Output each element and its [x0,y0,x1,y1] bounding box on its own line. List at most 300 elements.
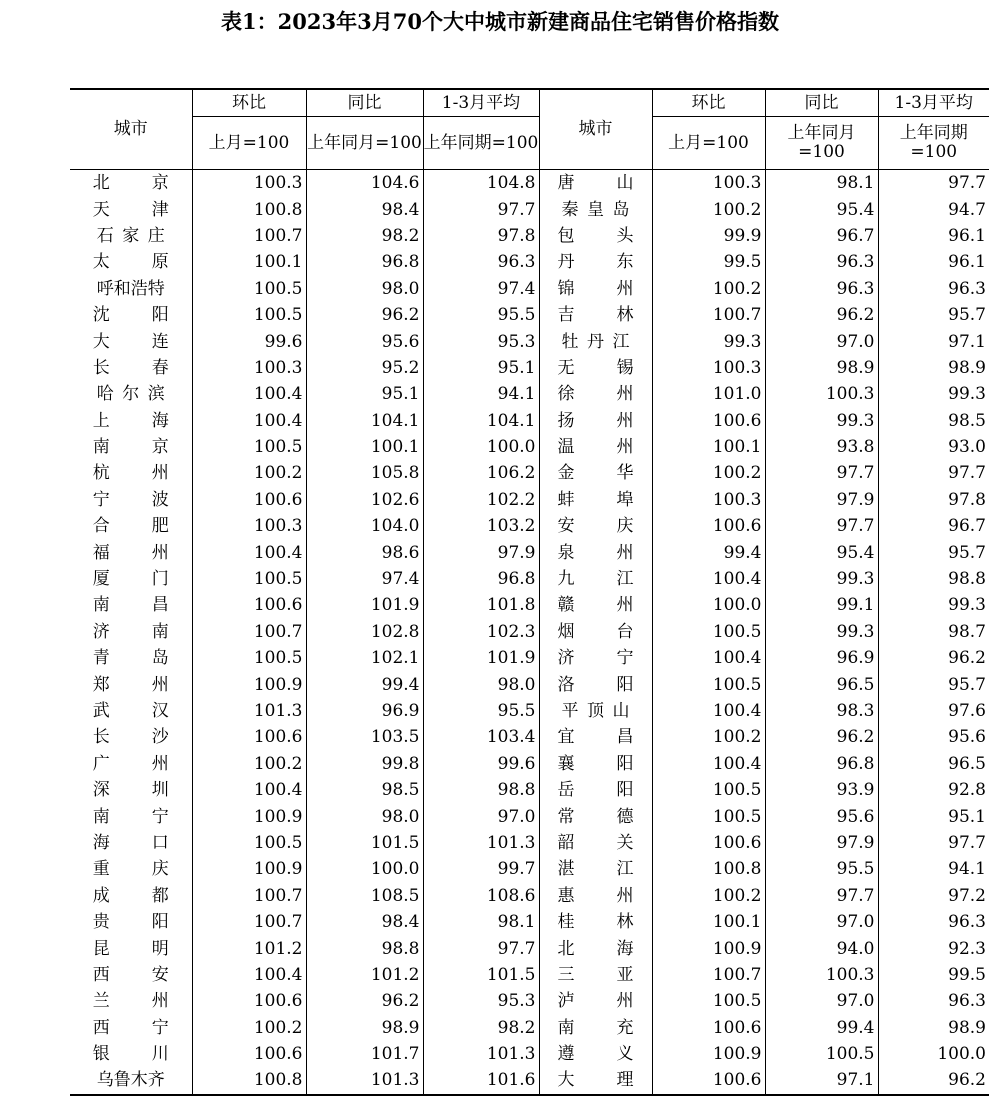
city-name: 北 京 [92,173,169,194]
city-name: 福 州 [92,542,169,563]
avg-value: 99.3 [878,381,989,407]
yoy-value: 95.4 [765,196,878,222]
city-name: 天 津 [92,199,169,220]
table-row [70,883,989,909]
city-name: 唐 山 [557,173,634,194]
city-cell [539,830,652,856]
city-cell [70,1041,192,1067]
mom-value: 100.6 [192,988,306,1014]
avg-value: 104.1 [423,408,539,434]
avg-value: 94.7 [878,196,989,222]
city-cell [70,777,192,803]
yoy-value: 97.0 [765,988,878,1014]
avg-value: 96.8 [423,566,539,592]
city-cell [539,1067,652,1094]
city-name: 南 京 [92,437,169,458]
mom-value: 100.5 [652,803,765,829]
city-name: 沈 阳 [92,305,169,326]
city-name: 太 原 [92,252,169,273]
yoy-value: 95.5 [765,856,878,882]
city-cell [70,803,192,829]
city-name: 南 宁 [92,806,169,827]
avg-value: 108.6 [423,883,539,909]
avg-value: 101.5 [423,962,539,988]
yoy-value: 95.2 [306,355,423,381]
city-name: 锦 州 [557,278,634,299]
yoy-value: 96.2 [765,724,878,750]
table-row [70,935,989,961]
mom-value: 99.6 [192,328,306,354]
table-row [70,196,989,222]
avg-value: 101.8 [423,592,539,618]
table-row [70,487,989,513]
city-cell [70,751,192,777]
city-cell [539,671,652,697]
mom-value: 100.7 [652,302,765,328]
avg-value: 96.2 [878,1067,989,1094]
avg-value: 95.6 [878,724,989,750]
city-name: 襄 阳 [557,753,634,774]
table-row [70,1015,989,1041]
mom-value: 100.4 [652,645,765,671]
table-row [70,909,989,935]
mom-value: 99.5 [652,249,765,275]
avg-value: 104.8 [423,170,539,197]
city-name: 秦皇岛 [561,199,630,220]
avg-header: 1-3月平均 [423,89,539,117]
table-row [70,751,989,777]
city-name: 长 春 [92,357,169,378]
city-name: 昆 明 [92,938,169,959]
avg-value: 99.7 [423,856,539,882]
city-cell [539,381,652,407]
city-cell [539,249,652,275]
city-name: 平顶山 [561,701,630,721]
table-row [70,698,989,724]
mom-value: 100.3 [652,170,765,197]
city-cell [70,513,192,539]
city-cell [70,381,192,407]
city-cell [539,803,652,829]
yoy-value: 97.7 [765,460,878,486]
yoy-value: 98.6 [306,539,423,565]
avg-value: 96.3 [878,909,989,935]
table-row [70,830,989,856]
city-name: 宜 昌 [557,727,634,748]
avg-value: 95.7 [878,302,989,328]
mom-value: 100.4 [192,777,306,803]
yoy-value: 100.0 [306,856,423,882]
yoy-value: 100.3 [765,962,878,988]
yoy-value: 102.8 [306,619,423,645]
avg-value: 97.8 [423,223,539,249]
table-row [70,1067,989,1094]
city-name: 兰 州 [92,991,169,1012]
mom-value: 100.5 [192,645,306,671]
city-name: 赣 州 [557,595,634,616]
yoy-value: 96.5 [765,671,878,697]
avg-value: 97.4 [423,276,539,302]
city-cell [70,856,192,882]
avg-value: 92.8 [878,777,989,803]
mom-value: 100.9 [192,803,306,829]
city-cell [539,487,652,513]
mom-value: 100.3 [192,355,306,381]
table-row [70,249,989,275]
city-name: 乌鲁木齐 [96,1070,165,1091]
city-cell [70,434,192,460]
table-row [70,539,989,565]
mom-value: 100.9 [652,1041,765,1067]
city-name: 洛 阳 [557,674,634,695]
yoy-value: 102.6 [306,487,423,513]
avg-value: 96.2 [878,645,989,671]
mom-value: 100.5 [192,302,306,328]
city-name: 九 江 [557,569,634,590]
avg-value: 95.1 [423,355,539,381]
city-cell [70,302,192,328]
city-cell [70,223,192,249]
table-row [70,645,989,671]
city-name: 安 庆 [557,516,634,537]
city-cell [70,909,192,935]
mom-value: 101.3 [192,698,306,724]
mom-value: 100.9 [652,935,765,961]
city-cell [539,909,652,935]
city-name: 宁 波 [92,489,169,510]
avg-value: 97.7 [423,196,539,222]
city-cell [70,935,192,961]
city-cell [539,276,652,302]
mom-value: 100.4 [192,539,306,565]
city-name: 岳 阳 [557,780,634,801]
avg-value: 102.2 [423,487,539,513]
table-row [70,777,989,803]
avg-value: 100.0 [423,434,539,460]
city-cell [70,645,192,671]
avg-value: 98.8 [423,777,539,803]
mom-value: 100.4 [192,962,306,988]
yoy-value: 94.0 [765,935,878,961]
city-name: 温 州 [557,437,634,458]
avg-value: 98.9 [878,1015,989,1041]
table-row [70,592,989,618]
avg-value: 103.2 [423,513,539,539]
yoy-value: 99.4 [765,1015,878,1041]
city-cell [539,883,652,909]
mom-value: 100.3 [652,487,765,513]
mom-value: 101.2 [192,935,306,961]
mom-value: 100.6 [192,1041,306,1067]
avg-value: 101.6 [423,1067,539,1094]
mom-value: 100.4 [652,751,765,777]
table-row [70,408,989,434]
yoy-value: 96.2 [306,302,423,328]
avg-value: 102.3 [423,619,539,645]
yoy-value: 96.7 [765,223,878,249]
table-row [70,724,989,750]
city-cell [539,619,652,645]
table-row [70,513,989,539]
city-name: 徐 州 [557,384,634,405]
mom-value: 100.5 [192,566,306,592]
yoy-header: 同比 [765,89,878,117]
city-cell [70,487,192,513]
avg-value: 96.3 [878,988,989,1014]
city-header: 城市 [70,89,192,170]
city-cell [539,962,652,988]
avg-value: 97.0 [423,803,539,829]
mom-value: 100.8 [192,1067,306,1094]
mom-value: 100.2 [652,276,765,302]
yoy-value: 98.9 [306,1015,423,1041]
yoy-value: 98.8 [306,935,423,961]
city-cell [539,355,652,381]
city-cell [70,460,192,486]
table-row [70,328,989,354]
city-cell [539,751,652,777]
avg-value: 96.3 [423,249,539,275]
city-name: 大 理 [557,1070,634,1091]
city-cell [539,645,652,671]
city-name: 南 昌 [92,595,169,616]
city-cell [539,724,652,750]
yoy-value: 99.4 [306,671,423,697]
city-name: 常 德 [557,806,634,827]
city-cell [70,619,192,645]
yoy-value: 101.9 [306,592,423,618]
avg-value: 98.2 [423,1015,539,1041]
city-cell [70,1015,192,1041]
avg-value: 101.3 [423,1041,539,1067]
avg-value: 98.8 [878,566,989,592]
yoy-value: 98.4 [306,909,423,935]
yoy-value: 100.5 [765,1041,878,1067]
yoy-value: 103.5 [306,724,423,750]
avg-value: 98.7 [878,619,989,645]
avg-value: 97.6 [878,698,989,724]
mom-value: 100.5 [192,276,306,302]
avg-value: 97.8 [878,487,989,513]
city-cell [539,1015,652,1041]
city-name: 无 锡 [557,357,634,378]
city-cell [70,698,192,724]
avg-value: 94.1 [423,381,539,407]
yoy-value: 104.1 [306,408,423,434]
mom-value: 100.6 [652,513,765,539]
mom-value: 100.9 [192,671,306,697]
yoy-value: 99.3 [765,619,878,645]
yoy-value: 100.1 [306,434,423,460]
table-row [70,302,989,328]
yoy-value: 101.7 [306,1041,423,1067]
city-cell [539,988,652,1014]
city-cell [70,328,192,354]
yoy-value: 99.8 [306,751,423,777]
mom-value: 100.6 [652,1067,765,1094]
city-name: 成 都 [92,885,169,906]
mom-value: 100.2 [652,460,765,486]
mom-value: 100.8 [652,856,765,882]
city-cell [70,962,192,988]
yoy-value: 93.8 [765,434,878,460]
yoy-value: 95.4 [765,539,878,565]
mom-value: 99.4 [652,539,765,565]
avg-value: 95.5 [423,698,539,724]
yoy-value: 105.8 [306,460,423,486]
yoy-value: 96.8 [765,751,878,777]
yoy-value: 97.9 [765,487,878,513]
mom-value: 100.5 [652,671,765,697]
city-name: 韶 关 [557,832,634,853]
mom-base-header: 上月=100 [652,117,765,170]
mom-value: 100.1 [652,909,765,935]
mom-value: 100.1 [652,434,765,460]
yoy-value: 108.5 [306,883,423,909]
city-name: 济 南 [92,621,169,642]
mom-value: 100.7 [192,909,306,935]
avg-value: 100.0 [878,1041,989,1067]
avg-value: 95.7 [878,671,989,697]
mom-header: 环比 [652,89,765,117]
yoy-value: 96.2 [306,988,423,1014]
yoy-value: 96.9 [765,645,878,671]
city-cell [539,698,652,724]
avg-value: 95.5 [423,302,539,328]
mom-value: 100.6 [652,830,765,856]
yoy-value: 99.3 [765,566,878,592]
city-name: 牡丹江 [561,331,630,352]
city-cell [70,170,192,197]
yoy-header: 同比 [306,89,423,117]
mom-value: 99.3 [652,328,765,354]
yoy-value: 98.4 [306,196,423,222]
avg-value: 95.3 [423,988,539,1014]
avg-value: 96.7 [878,513,989,539]
yoy-value: 101.5 [306,830,423,856]
city-name: 广 州 [92,753,169,774]
city-cell [70,724,192,750]
city-name: 合 肥 [92,516,169,537]
avg-value: 99.3 [878,592,989,618]
avg-value: 101.9 [423,645,539,671]
city-name: 贵 阳 [92,912,169,933]
city-name: 武 汉 [92,701,169,721]
table-row [70,803,989,829]
city-name: 扬 州 [557,410,634,431]
avg-value: 97.7 [423,935,539,961]
avg-value: 98.1 [423,909,539,935]
city-name: 郑 州 [92,674,169,695]
city-cell [539,408,652,434]
mom-value: 100.2 [652,883,765,909]
mom-value: 100.3 [192,170,306,197]
yoy-value: 96.8 [306,249,423,275]
mom-value: 100.7 [192,619,306,645]
mom-value: 100.8 [192,196,306,222]
avg-value: 98.9 [878,355,989,381]
avg-value: 98.0 [423,671,539,697]
mom-value: 100.6 [652,1015,765,1041]
city-name: 石家庄 [96,225,165,246]
mom-value: 100.3 [192,513,306,539]
avg-base-header: 上年同期=100 [878,117,989,170]
city-cell [539,566,652,592]
table-row [70,566,989,592]
yoy-value: 97.7 [765,883,878,909]
table-body [70,170,989,1095]
city-name: 大 连 [92,331,169,352]
mom-value: 100.2 [652,196,765,222]
yoy-value: 96.2 [765,302,878,328]
avg-value: 96.1 [878,223,989,249]
city-name: 深 圳 [92,780,169,801]
city-name: 包 头 [557,225,634,246]
avg-value: 96.5 [878,751,989,777]
page-title: 表1：2023年3月70个大中城市新建商品住宅销售价格指数 [221,9,779,34]
mom-value: 100.5 [652,619,765,645]
city-cell [70,1067,192,1094]
table-row [70,856,989,882]
city-name: 重 庆 [92,859,169,880]
mom-value: 100.6 [192,592,306,618]
city-name: 青 岛 [92,648,169,669]
city-name: 海 口 [92,832,169,853]
avg-base-header: 上年同期=100 [423,117,539,170]
avg-value: 106.2 [423,460,539,486]
avg-value: 97.1 [878,328,989,354]
city-name: 银 川 [92,1044,169,1065]
city-name: 泸 州 [557,991,634,1012]
mom-value: 100.9 [192,856,306,882]
mom-value: 100.0 [652,592,765,618]
yoy-value: 95.1 [306,381,423,407]
city-name: 桂 林 [557,912,634,933]
table-row [70,434,989,460]
mom-value: 100.4 [192,408,306,434]
table-row [70,619,989,645]
mom-value: 100.2 [192,751,306,777]
avg-value: 95.1 [878,803,989,829]
city-cell [539,302,652,328]
city-cell [70,566,192,592]
city-cell [539,777,652,803]
table-row [70,671,989,697]
city-cell [70,276,192,302]
avg-value: 97.7 [878,830,989,856]
yoy-value: 101.3 [306,1067,423,1094]
yoy-value: 96.3 [765,249,878,275]
mom-value: 100.7 [192,883,306,909]
yoy-value: 102.1 [306,645,423,671]
mom-value: 100.6 [652,408,765,434]
city-cell [539,196,652,222]
mom-value: 100.4 [652,698,765,724]
yoy-value: 97.7 [765,513,878,539]
city-name: 惠 州 [557,885,634,906]
city-name: 西 安 [92,964,169,985]
avg-value: 95.3 [423,328,539,354]
city-name: 金 华 [557,463,634,484]
avg-value: 95.7 [878,539,989,565]
mom-value: 100.2 [192,460,306,486]
yoy-value: 99.3 [765,408,878,434]
mom-value: 100.5 [652,988,765,1014]
city-name: 济 宁 [557,648,634,669]
yoy-value: 98.0 [306,803,423,829]
city-cell [539,170,652,197]
city-cell [539,592,652,618]
